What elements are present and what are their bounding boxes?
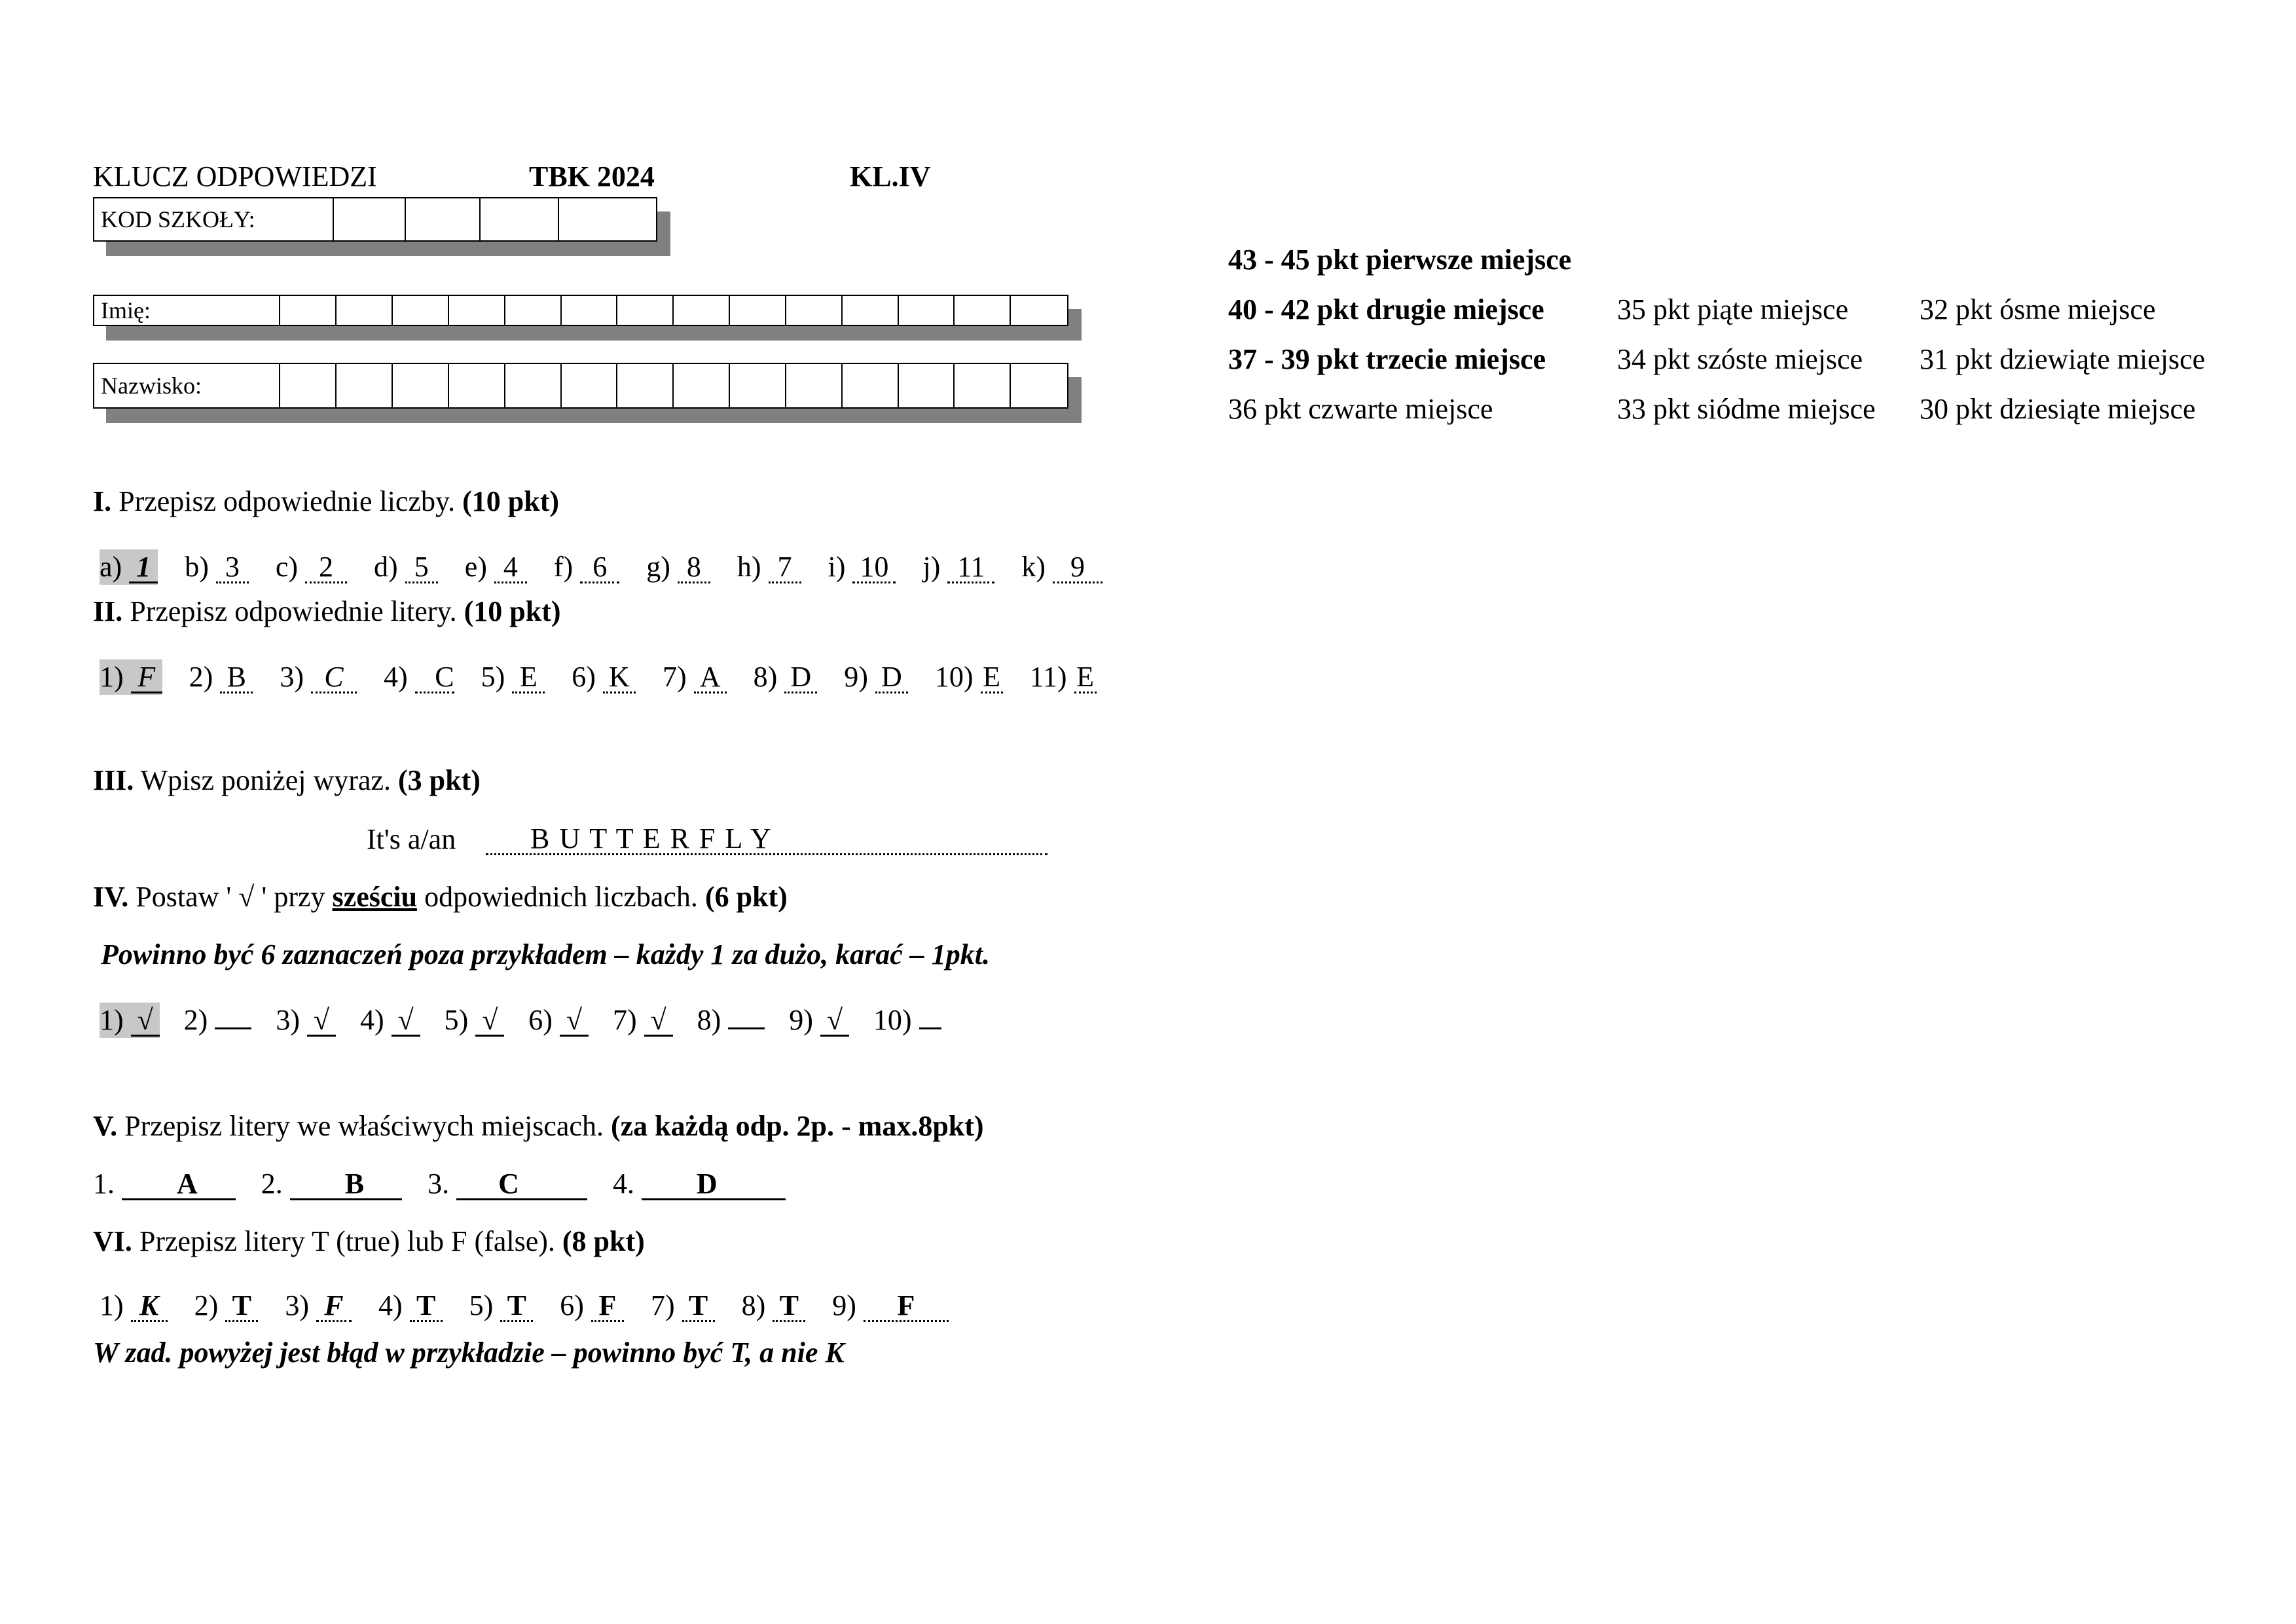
first-name-cell[interactable]: [899, 296, 955, 325]
answer-item: 10): [873, 1003, 941, 1038]
answer-blank[interactable]: T: [225, 1291, 258, 1322]
score-place-7: 33 pkt siódme miejsce: [1617, 393, 1876, 425]
score-place-5: 35 pkt piąte miejsce: [1617, 293, 1849, 325]
school-code-cell[interactable]: [481, 198, 559, 240]
first-name-cell[interactable]: [449, 296, 505, 325]
answer-item: 6) F: [560, 1288, 624, 1323]
score-place-3: 37 - 39 pkt trzecie miejsce: [1228, 343, 1546, 375]
last-name-cell[interactable]: [337, 364, 393, 407]
score-place-1: 43 - 45 pkt pierwsze miejsce: [1228, 244, 1572, 276]
answer-item: g) 8: [646, 549, 710, 585]
answer-item: 4. D: [613, 1166, 786, 1202]
section-points: (10 pkt): [462, 485, 560, 517]
answer-blank[interactable]: C: [311, 663, 357, 693]
answer-blank[interactable]: 6: [580, 553, 619, 583]
section-instruction: Przepisz litery T (true) lub F (false).: [132, 1225, 562, 1257]
answer-item: e) 4: [465, 549, 527, 585]
answer-item: h) 7: [737, 549, 801, 585]
answer-item: 4) C: [383, 661, 454, 693]
answer-item: 2. B: [261, 1166, 402, 1202]
answer-blank[interactable]: T: [773, 1291, 805, 1322]
answer-item: 3) C: [280, 659, 357, 695]
score-place-2: 40 - 42 pkt drugie miejsce: [1228, 293, 1544, 325]
answer-blank[interactable]: F: [316, 1291, 352, 1322]
answer-blank[interactable]: D: [875, 663, 908, 693]
test-name: TBK 2024: [529, 160, 655, 193]
answer-item: 5) √: [445, 1003, 505, 1038]
first-name-cell[interactable]: [1011, 296, 1067, 325]
section-5-answers: [93, 1166, 804, 1202]
section-instruction: odpowiednich liczbach.: [417, 881, 705, 913]
answer-blank[interactable]: T: [682, 1291, 715, 1322]
first-name-cell[interactable]: [955, 296, 1011, 325]
answer-blank[interactable]: 5: [405, 553, 438, 583]
school-code-cell[interactable]: [334, 198, 406, 240]
answer-blank[interactable]: C: [456, 1170, 587, 1200]
grading-note: Powinno być 6 zaznaczeń poza przykładem – każdy 1 za dużo, karać – 1pkt.: [101, 938, 990, 970]
answer-item: 3. C: [428, 1166, 587, 1202]
section-2-heading: [93, 594, 561, 629]
section-instruction: Wpisz poniżej wyraz.: [134, 764, 398, 796]
answer-blank[interactable]: 4: [494, 553, 527, 583]
first-name-box: [93, 295, 1068, 326]
answer-blank[interactable]: 11: [947, 553, 994, 583]
score-place-8: 32 pkt ósme miejsce: [1920, 293, 2156, 325]
section-6-answers: [100, 1288, 968, 1323]
answer-item: 1) K: [100, 1288, 168, 1323]
document-title: KLUCZ ODPOWIEDZI: [93, 160, 377, 193]
first-name-cell[interactable]: [562, 296, 618, 325]
answer-item: 6) K: [572, 659, 636, 695]
section-number: II.: [93, 595, 123, 627]
first-name-cell[interactable]: [617, 296, 674, 325]
answer-blank[interactable]: √: [307, 1006, 336, 1037]
last-name-cell[interactable]: [843, 364, 899, 407]
last-name-cell[interactable]: [955, 364, 1011, 407]
score-place-4: 36 pkt czwarte miejsce: [1228, 393, 1493, 425]
answer-blank[interactable]: 3: [216, 553, 249, 583]
answer-blank[interactable]: A: [694, 663, 727, 693]
last-name-label: Nazwisko:: [94, 364, 280, 407]
last-name-cell[interactable]: [505, 364, 562, 407]
answer-blank[interactable]: B: [220, 663, 253, 693]
answer-item: c) 2: [276, 549, 347, 585]
section-number: IV.: [93, 881, 129, 913]
answer-item: 2) T: [194, 1288, 259, 1323]
section-instruction: Przepisz litery we właściwych miejscach.: [117, 1110, 611, 1142]
last-name-cell[interactable]: [449, 364, 505, 407]
section-1-answers: [100, 549, 1122, 585]
answer-blank[interactable]: [728, 1027, 765, 1029]
answer-blank[interactable]: √: [560, 1006, 589, 1037]
word-prompt: It's a/an: [367, 823, 456, 855]
answer-blank[interactable]: 9: [1053, 553, 1102, 583]
answer-blank[interactable]: A: [122, 1170, 236, 1200]
answer-item: 2): [184, 1003, 252, 1038]
answer-blank[interactable]: 10: [852, 553, 896, 583]
answer-blank[interactable]: E: [1074, 663, 1097, 693]
section-points: (3 pkt): [397, 764, 481, 796]
school-code-label: KOD SZKOŁY:: [94, 198, 334, 240]
score-place-6: 34 pkt szóste miejsce: [1617, 343, 1863, 375]
last-name-cell[interactable]: [562, 364, 618, 407]
first-name-label: Imię:: [94, 296, 280, 325]
last-name-cell[interactable]: [674, 364, 730, 407]
section-number: VI.: [93, 1225, 132, 1257]
answer-blank[interactable]: F: [864, 1291, 949, 1322]
answer-blank[interactable]: E: [512, 663, 545, 693]
answer-item: i) 10: [828, 549, 896, 585]
word-answer[interactable]: B U T T E R F L Y: [486, 824, 1048, 855]
answer-blank[interactable]: F: [131, 663, 162, 693]
answer-blank[interactable]: 7: [769, 553, 801, 583]
last-name-cell[interactable]: [786, 364, 843, 407]
first-name-cell[interactable]: [505, 296, 562, 325]
answer-item: 1. A: [93, 1166, 236, 1202]
answer-item: j) 11: [922, 549, 994, 585]
first-name-cell[interactable]: [280, 296, 337, 325]
answer-item: 1) √: [100, 1003, 160, 1038]
answer-item: 2) B: [189, 659, 253, 695]
answer-blank[interactable]: 1: [129, 553, 158, 583]
answer-item: 8) T: [742, 1288, 806, 1323]
section-instruction: Postaw ' √ ' przy: [128, 881, 333, 913]
last-name-cell[interactable]: [280, 364, 337, 407]
answer-item: 9) F: [832, 1288, 949, 1323]
answer-item: 10) E: [935, 659, 1003, 695]
answer-blank[interactable]: [215, 1027, 251, 1029]
answer-item: 8): [697, 1003, 765, 1038]
section-instruction: Przepisz odpowiednie litery.: [122, 595, 464, 627]
answer-item: 11) E: [1030, 659, 1097, 695]
answer-blank[interactable]: T: [500, 1291, 533, 1322]
answer-item: 3) F: [285, 1288, 352, 1323]
answer-item: a) 1: [100, 549, 158, 585]
answer-blank[interactable]: C: [415, 663, 454, 693]
first-name-cell[interactable]: [786, 296, 843, 325]
score-place-10: 30 pkt dziesiąte miejsce: [1920, 393, 2196, 425]
section-4-heading: [93, 879, 788, 915]
answer-item: k) 9: [1021, 549, 1102, 585]
first-name-cell[interactable]: [337, 296, 393, 325]
section-4-answers: [100, 1003, 958, 1038]
section-number: I.: [93, 485, 112, 517]
section-6-heading: [93, 1224, 645, 1259]
answer-item: 6) √: [528, 1003, 589, 1038]
answer-item: b) 3: [185, 549, 249, 585]
section-2-answers: [100, 659, 1116, 695]
answer-blank[interactable]: E: [981, 663, 1003, 693]
score-place-9: 31 pkt dziewiąte miejsce: [1920, 343, 2206, 375]
last-name-cell[interactable]: [393, 364, 449, 407]
answer-blank[interactable]: √: [392, 1006, 420, 1037]
answer-item: 3) √: [276, 1003, 336, 1038]
answer-blank[interactable]: √: [644, 1006, 673, 1037]
answer-item: 7) A: [663, 659, 727, 695]
section-number: III.: [93, 764, 134, 796]
first-name-cell[interactable]: [674, 296, 730, 325]
section-points: (6 pkt): [704, 881, 788, 913]
class-level: KL.IV: [850, 160, 931, 193]
first-name-cell[interactable]: [393, 296, 449, 325]
school-code-cell[interactable]: [559, 198, 656, 240]
answer-item: 9) D: [844, 659, 908, 695]
answer-item: 5) E: [481, 659, 545, 695]
section-3-heading: [93, 763, 481, 798]
section-points: (8 pkt): [562, 1225, 645, 1257]
answer-blank[interactable]: [919, 1027, 941, 1029]
section-points: (za każdą odp. 2p. - max.8pkt): [610, 1110, 984, 1142]
answer-blank[interactable]: D: [642, 1170, 786, 1200]
last-name-box: [93, 363, 1068, 409]
answer-blank[interactable]: D: [784, 663, 817, 693]
last-name-cell[interactable]: [1011, 364, 1067, 407]
error-note: W zad. powyżej jest błąd w przykładzie – powinno być T, a nie K: [93, 1337, 845, 1369]
first-name-cell[interactable]: [843, 296, 899, 325]
last-name-cell[interactable]: [617, 364, 674, 407]
answer-item: 7) T: [651, 1288, 715, 1323]
answer-item: 5) T: [469, 1288, 534, 1323]
answer-item: d) 5: [374, 549, 438, 585]
answer-item: f) 6: [554, 549, 619, 585]
section-5-heading: [93, 1109, 984, 1144]
answer-blank[interactable]: 8: [678, 553, 710, 583]
answer-item: 7) √: [613, 1003, 673, 1038]
answer-item: 9) √: [789, 1003, 849, 1038]
answer-item: 1) F: [100, 659, 162, 695]
section-number: V.: [93, 1110, 118, 1142]
answer-item: 4) √: [360, 1003, 420, 1038]
answer-blank[interactable]: √: [820, 1006, 849, 1037]
answer-blank[interactable]: K: [131, 1291, 168, 1322]
section-points: (10 pkt): [464, 595, 561, 627]
answer-blank[interactable]: T: [410, 1291, 443, 1322]
section-instruction: Przepisz odpowiednie liczby.: [111, 485, 463, 517]
answer-blank[interactable]: B: [290, 1170, 402, 1200]
answer-blank[interactable]: K: [603, 663, 636, 693]
section-emphasis: sześciu: [332, 881, 418, 913]
last-name-cell[interactable]: [730, 364, 786, 407]
section-1-heading: [93, 484, 559, 519]
answer-blank[interactable]: √: [475, 1006, 504, 1037]
last-name-cell[interactable]: [899, 364, 955, 407]
answer-item: 4) T: [378, 1288, 443, 1323]
school-code-box: [93, 197, 657, 242]
first-name-cell[interactable]: [730, 296, 786, 325]
school-code-cell[interactable]: [406, 198, 481, 240]
answer-blank[interactable]: F: [591, 1291, 624, 1322]
answer-blank[interactable]: √: [131, 1006, 160, 1037]
answer-item: 8) D: [754, 659, 818, 695]
answer-blank[interactable]: 2: [305, 553, 347, 583]
